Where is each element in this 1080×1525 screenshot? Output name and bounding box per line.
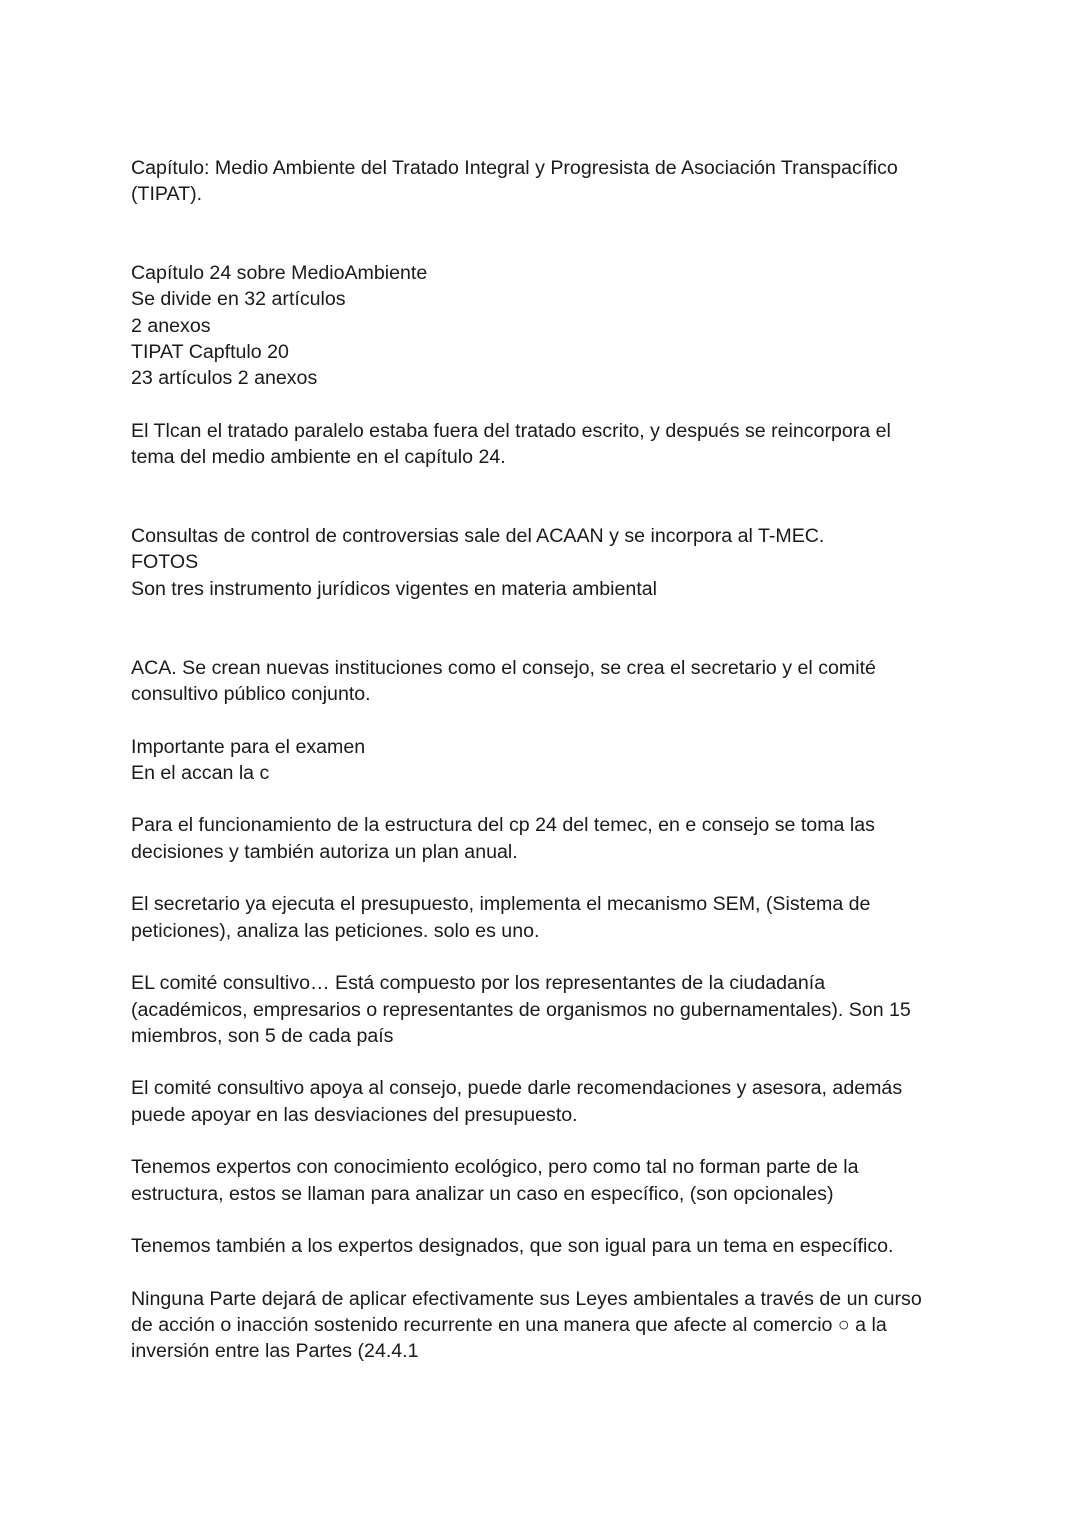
blank-line [131,497,961,523]
paragraph [131,734,961,787]
blank-line [131,602,961,628]
text-line: Tenemos expertos con conocimiento ecológico, pero como tal no forman parte de la [131,1156,859,1179]
text-line: estructura, estos se llaman para analizar un caso en específico, (son opcionales) [131,1182,834,1205]
text-line: Se divide en 32 artículos [131,288,346,311]
blank-line [131,1128,961,1154]
text-line: El secretario ya ejecuta el presupuesto, implementa el mecanismo SEM, (Sistema de [131,893,871,916]
text-line: consultivo público conjunto. [131,682,371,705]
text-line: ACA. Se crean nuevas instituciones como el consejo, se crea el secretario y el comité [131,656,876,679]
paragraph [131,1233,961,1259]
text-line: Tenemos también a los expertos designados, que son igual para un tema en específico. [131,1235,894,1258]
paragraph [131,1154,961,1207]
blank-line [131,1207,961,1233]
text-line: miembros, son 5 de cada país [131,1024,394,1047]
paragraph [131,523,961,602]
text-line: TIPAT Capftulo 20 [131,341,289,364]
text-line: (TIPAT). [131,183,203,206]
blank-line [131,1049,961,1075]
paragraph [131,891,961,944]
text-line: Capítulo: Medio Ambiente del Tratado Integral y Progresista de Asociación Transpacífico [131,157,898,179]
blank-line [131,628,961,654]
text-line: peticiones), analiza las peticiones. solo es uno. [131,919,540,942]
text-line: 23 artículos 2 anexos [131,367,318,390]
paragraph [131,655,961,708]
text-line: inversión entre las Partes (24.4.1 [131,1340,419,1363]
blank-line [131,865,961,891]
blank-line [131,208,961,234]
text-line: En el accan la c [131,761,270,784]
paragraph [131,1286,961,1365]
text-line: (académicos, empresarios o representantes de organismos no gubernamentales). Son 15 [131,998,911,1021]
text-line: tema del medio ambiente en el capítulo 24. [131,446,506,469]
text-line: Son tres instrumento jurídicos vigentes en materia ambiental [131,577,658,600]
paragraph [131,812,961,865]
text-line: puede apoyar en las desviaciones del presupuesto. [131,1103,578,1126]
text-line: decisiones y también autoriza un plan anual. [131,840,518,863]
text-line: Para el funcionamiento de la estructura del cp 24 del temec, en e consejo se toma las [131,814,875,837]
blank-line [131,471,961,497]
blank-line [131,707,961,733]
paragraph [131,418,961,471]
paragraph [131,260,961,391]
text-line: FOTOS [131,551,199,574]
blank-line [131,234,961,260]
blank-line [131,392,961,418]
text-line: Capítulo 24 sobre MedioAmbiente [131,262,428,285]
text-line: Consultas de control de controversias sale del ACAAN y se incorpora al T-MEC. [131,525,825,548]
text-line: El Tlcan el tratado paralelo estaba fuera del tratado escrito, y después se reincorpora el [131,419,891,442]
paragraph [131,970,961,1049]
blank-line [131,786,961,812]
paragraph [131,1075,961,1128]
text-line: 2 anexos [131,314,211,337]
text-line: EL comité consultivo… Está compuesto por los representantes de la ciudadanía [131,972,826,995]
text-line: Importante para el examen [131,735,366,758]
blank-line [131,944,961,970]
blank-line [131,1259,961,1285]
document-page [131,155,961,1365]
text-line: Ninguna Parte dejará de aplicar efectivamente sus Leyes ambientales a través de un curso [131,1287,922,1310]
text-line: El comité consultivo apoya al consejo, puede darle recomendaciones y asesora, además [131,1077,903,1100]
text-line: de acción o inacción sostenido recurrente en una manera que afecte al comercio ○ a la [131,1314,887,1337]
paragraph [131,155,961,208]
